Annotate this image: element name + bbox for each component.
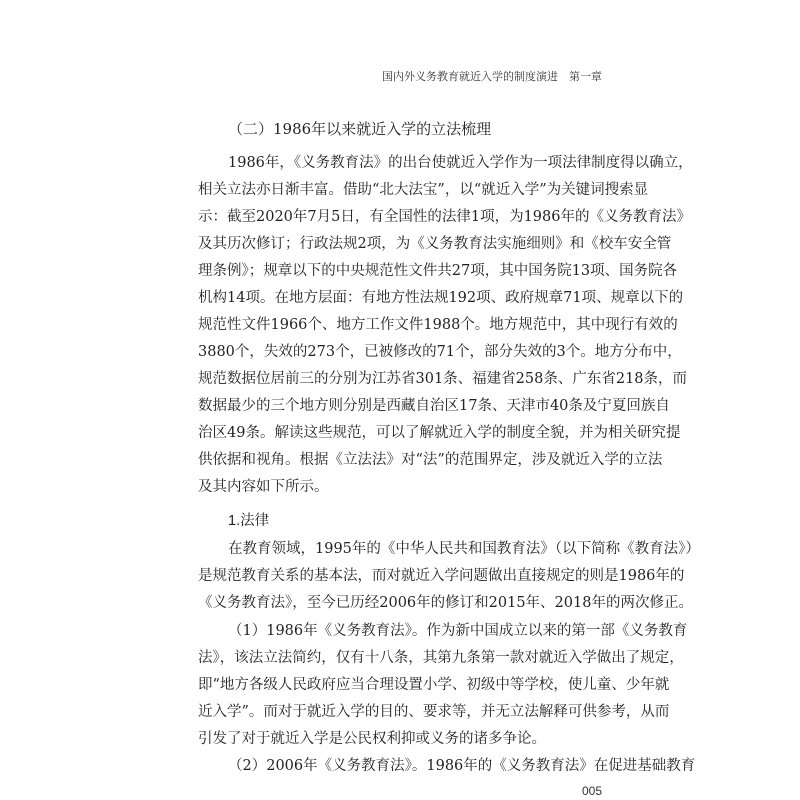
text-line: 是规范教育关系的基本法，而对就近入学问题做出直接规定的则是1986年的 <box>198 568 685 584</box>
text-line: 示：截至2020年7月5日，有全国性的法律1项，为1986年的《义务教育法》 <box>198 209 691 225</box>
text-line: 治区49条。解读这些规范，可以了解就近入学的制度全貌，并为相关研究提 <box>198 425 681 441</box>
text-line: 机构14项。在地方层面：有地方性法规192项、政府规章71项、规章以下的 <box>198 290 684 306</box>
text-line: 供依据和视角。根据《立法法》对“法”的范围界定，涉及就近入学的立法 <box>198 452 663 468</box>
text-line: 数据最少的三个地方则分别是西藏自治区17条、天津市40条及宁夏回族自 <box>198 398 670 414</box>
subheading: 1.法律 <box>228 513 270 529</box>
section-heading: （二）1986年以来就近入学的立法梳理 <box>228 120 492 138</box>
running-header: 国内外义务教育就近入学的制度演进 第一章 <box>382 70 602 83</box>
text-line: 引发了对于就近入学是公民权利抑或义务的诸多争论。 <box>198 731 546 747</box>
text-line: 理条例》；规章以下的中央规范性文件共27项，其中国务院13项、国务院各 <box>198 263 678 279</box>
text-line: 及其内容如下所示。 <box>198 479 329 495</box>
text-line: 规范数据位居前三的分别为江苏省301条、福建省258条、广东省218条，而 <box>198 371 688 387</box>
text-line: 及其历次修订；行政法规2项，为《义务教育法实施细则》和《校车安全管 <box>198 236 672 252</box>
text-line: 近入学”。而对于就近入学的目的、要求等，并无立法解释可供参考，从而 <box>198 704 670 720</box>
text-line: 相关立法亦日渐丰富。借助“北大法宝”，以“就近入学”为关键词搜索显 <box>198 182 649 198</box>
text-line: （2）2006年《义务教育法》。1986年的《义务教育法》在促进基础教育 <box>228 758 696 774</box>
text-line: 即“地方各级人民政府应当合理设置小学、初级中等学校，使儿童、少年就 <box>198 677 670 693</box>
page-number: 005 <box>581 784 602 798</box>
text-line: 1986年，《义务教育法》的出台使就近入学作为一项法律制度得以确立， <box>228 155 693 171</box>
text-line: 规范性文件1966个、地方工作文件1988个。地方规范中，其中现行有效的 <box>198 317 678 333</box>
text-line: （1）1986年《义务教育法》。作为新中国成立以来的第一部《义务教育 <box>228 623 688 639</box>
text-line: 3880个，失效的273个，已被修改的71个，部分失效的3个。地方分布中， <box>198 344 682 360</box>
text-line: 《义务教育法》，至今已历经2006年的修订和2015年、2018年的两次修正。 <box>198 595 693 611</box>
text-line: 在教育领域，1995年的《中华人民共和国教育法》（以下简称《教育法》） <box>228 541 700 557</box>
text-line: 法》，该法立法简约，仅有十八条，其第九条第一款对就近入学做出了规定， <box>198 650 684 666</box>
